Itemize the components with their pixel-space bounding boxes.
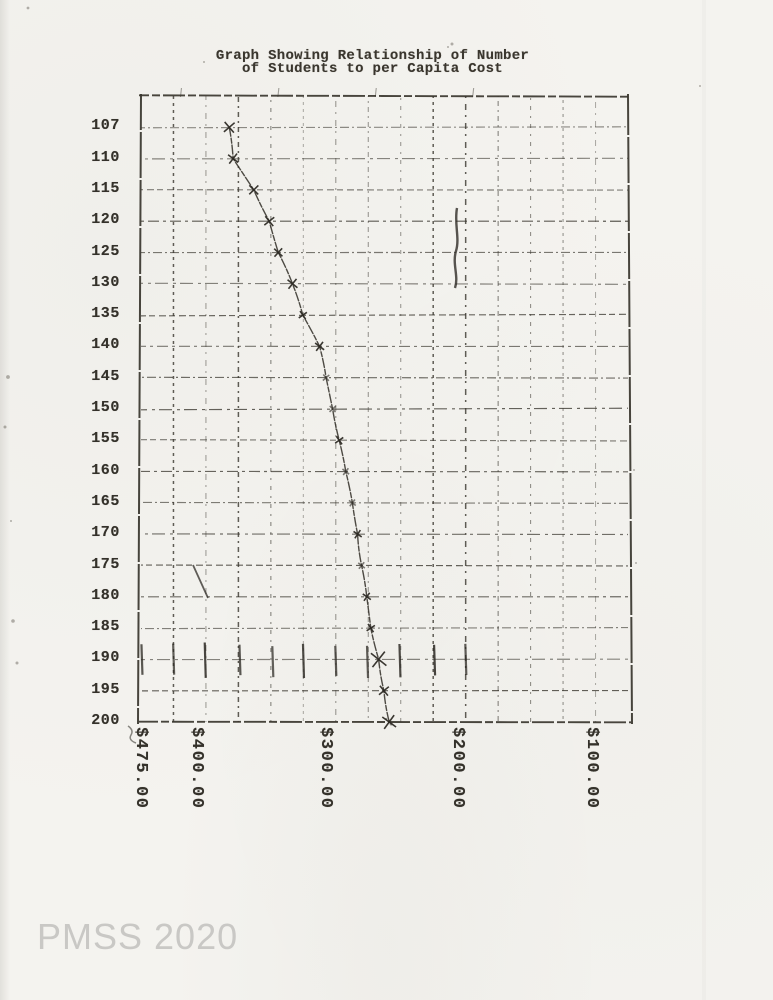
y-tick-label: 135	[91, 305, 120, 323]
grid-row-line	[139, 722, 631, 723]
row-190-emphasis-tick	[173, 644, 174, 675]
grid-row-line	[141, 314, 628, 316]
row-190-emphasis-tick	[465, 644, 466, 675]
y-tick-label: 180	[91, 586, 120, 604]
scan-speck	[27, 7, 30, 10]
y-tick-label: 145	[91, 367, 120, 385]
y-tick-label: 107	[91, 117, 120, 135]
grid-row-line	[141, 565, 628, 566]
y-tick-label: 150	[91, 399, 120, 416]
grid-row-line	[141, 408, 628, 410]
y-tick-label: 155	[91, 430, 120, 448]
chart-title-line2: of Students to per Capita Cost	[241, 60, 504, 77]
y-tick-label: 195	[91, 680, 120, 698]
y-tick-label: 120	[91, 211, 120, 229]
grid-row-line	[141, 534, 628, 535]
y-tick-label: 165	[91, 492, 120, 510]
top-edge-tick	[375, 88, 376, 97]
y-tick-label: 125	[91, 242, 120, 260]
y-tick-label: 170	[91, 524, 120, 542]
grid-column-line	[138, 94, 141, 724]
y-tick-label: 130	[91, 273, 120, 291]
scan-speck	[635, 562, 637, 564]
x-tick-label: $400.00	[187, 727, 206, 810]
grid-row-line	[141, 628, 628, 629]
y-tick-label: 200	[91, 712, 120, 729]
row-190-emphasis-tick	[272, 646, 273, 677]
y-tick-label: 185	[91, 618, 120, 636]
row-190-emphasis-tick	[434, 645, 435, 676]
scan-speck	[203, 61, 205, 63]
grid-row-line	[141, 283, 628, 284]
row-190-emphasis-tick	[335, 646, 336, 676]
ink-smudge-vertical	[455, 208, 458, 288]
x-tick-label: $200.00	[448, 727, 467, 810]
row-190-emphasis-tick	[367, 646, 368, 678]
scan-speck	[633, 469, 635, 471]
scan-speck	[699, 85, 701, 87]
grid-row-line	[141, 158, 628, 159]
chart-title-line1: Graph Showing Relationship of Number	[215, 48, 530, 64]
row-190-emphasis-tick	[399, 644, 400, 677]
x-tick-label: $100.00	[582, 727, 601, 810]
ink-dot	[390, 723, 393, 726]
scan-speck	[11, 619, 15, 623]
data-line	[229, 127, 389, 722]
x-tick-label: $300.00	[316, 727, 335, 810]
x-tick-label: $475.00	[131, 727, 150, 810]
grid-column-line	[628, 94, 632, 724]
y-tick-label: 110	[91, 148, 120, 166]
watermark: PMSS 2020	[37, 916, 239, 957]
top-edge-tick	[473, 88, 474, 97]
row-190-emphasis-tick	[303, 644, 304, 678]
scan-speck	[447, 46, 449, 48]
y-tick-label: 190	[91, 649, 120, 667]
grid-row-line	[141, 440, 628, 441]
row-190-emphasis-tick	[205, 643, 206, 678]
scan-speck	[16, 662, 19, 665]
row-190-emphasis-tick	[141, 644, 142, 675]
grid-row-line	[141, 502, 628, 503]
y-tick-label: 160	[91, 461, 120, 479]
scan-speck	[6, 375, 10, 379]
ink-dot	[385, 718, 387, 720]
y-tick-label: 175	[91, 555, 120, 573]
y-tick-label: 140	[91, 336, 120, 354]
grid-row-line	[141, 127, 628, 128]
row-190-emphasis-tick	[239, 645, 240, 675]
grid-row-line	[141, 377, 628, 378]
grid-row-line	[139, 95, 631, 96]
scan-speck	[4, 426, 7, 429]
scan-speck	[10, 520, 12, 522]
scan-speck	[451, 43, 454, 46]
y-tick-label: 115	[91, 179, 120, 197]
